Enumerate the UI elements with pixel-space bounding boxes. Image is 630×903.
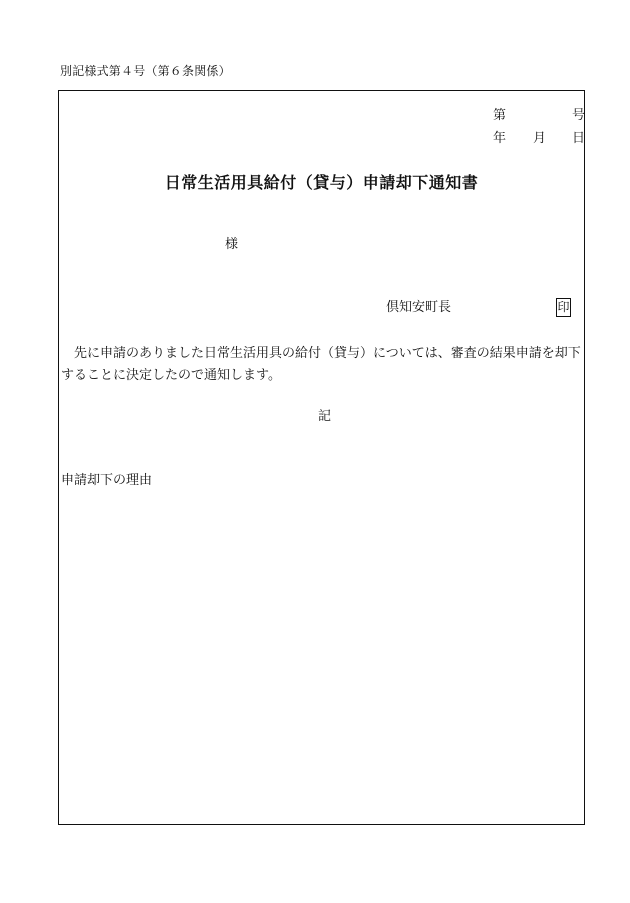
date-year: 年 [493,131,507,146]
document-title: 日常生活用具給付（貸与）申請却下通知書 [164,173,479,192]
form-label: 別記様式第４号（第６条関係） [60,64,231,78]
doc-number-go: 号 [572,108,586,123]
seal-mark: 印 [556,298,571,317]
ki-heading: 記 [318,409,332,424]
notice-frame [58,90,585,825]
date-day: 日 [572,131,586,146]
addressee-suffix: 様 [225,237,239,252]
date-month: 月 [533,131,547,146]
notice-body: 先に申請のありました日常生活用具の給付（貸与）については、審査の結果申請を却下することに決定したので通知します。 [61,346,581,383]
doc-number-dai: 第 [493,108,507,123]
reason-label: 申請却下の理由 [61,473,153,488]
issuer-name: 倶知安町長 [386,300,452,315]
